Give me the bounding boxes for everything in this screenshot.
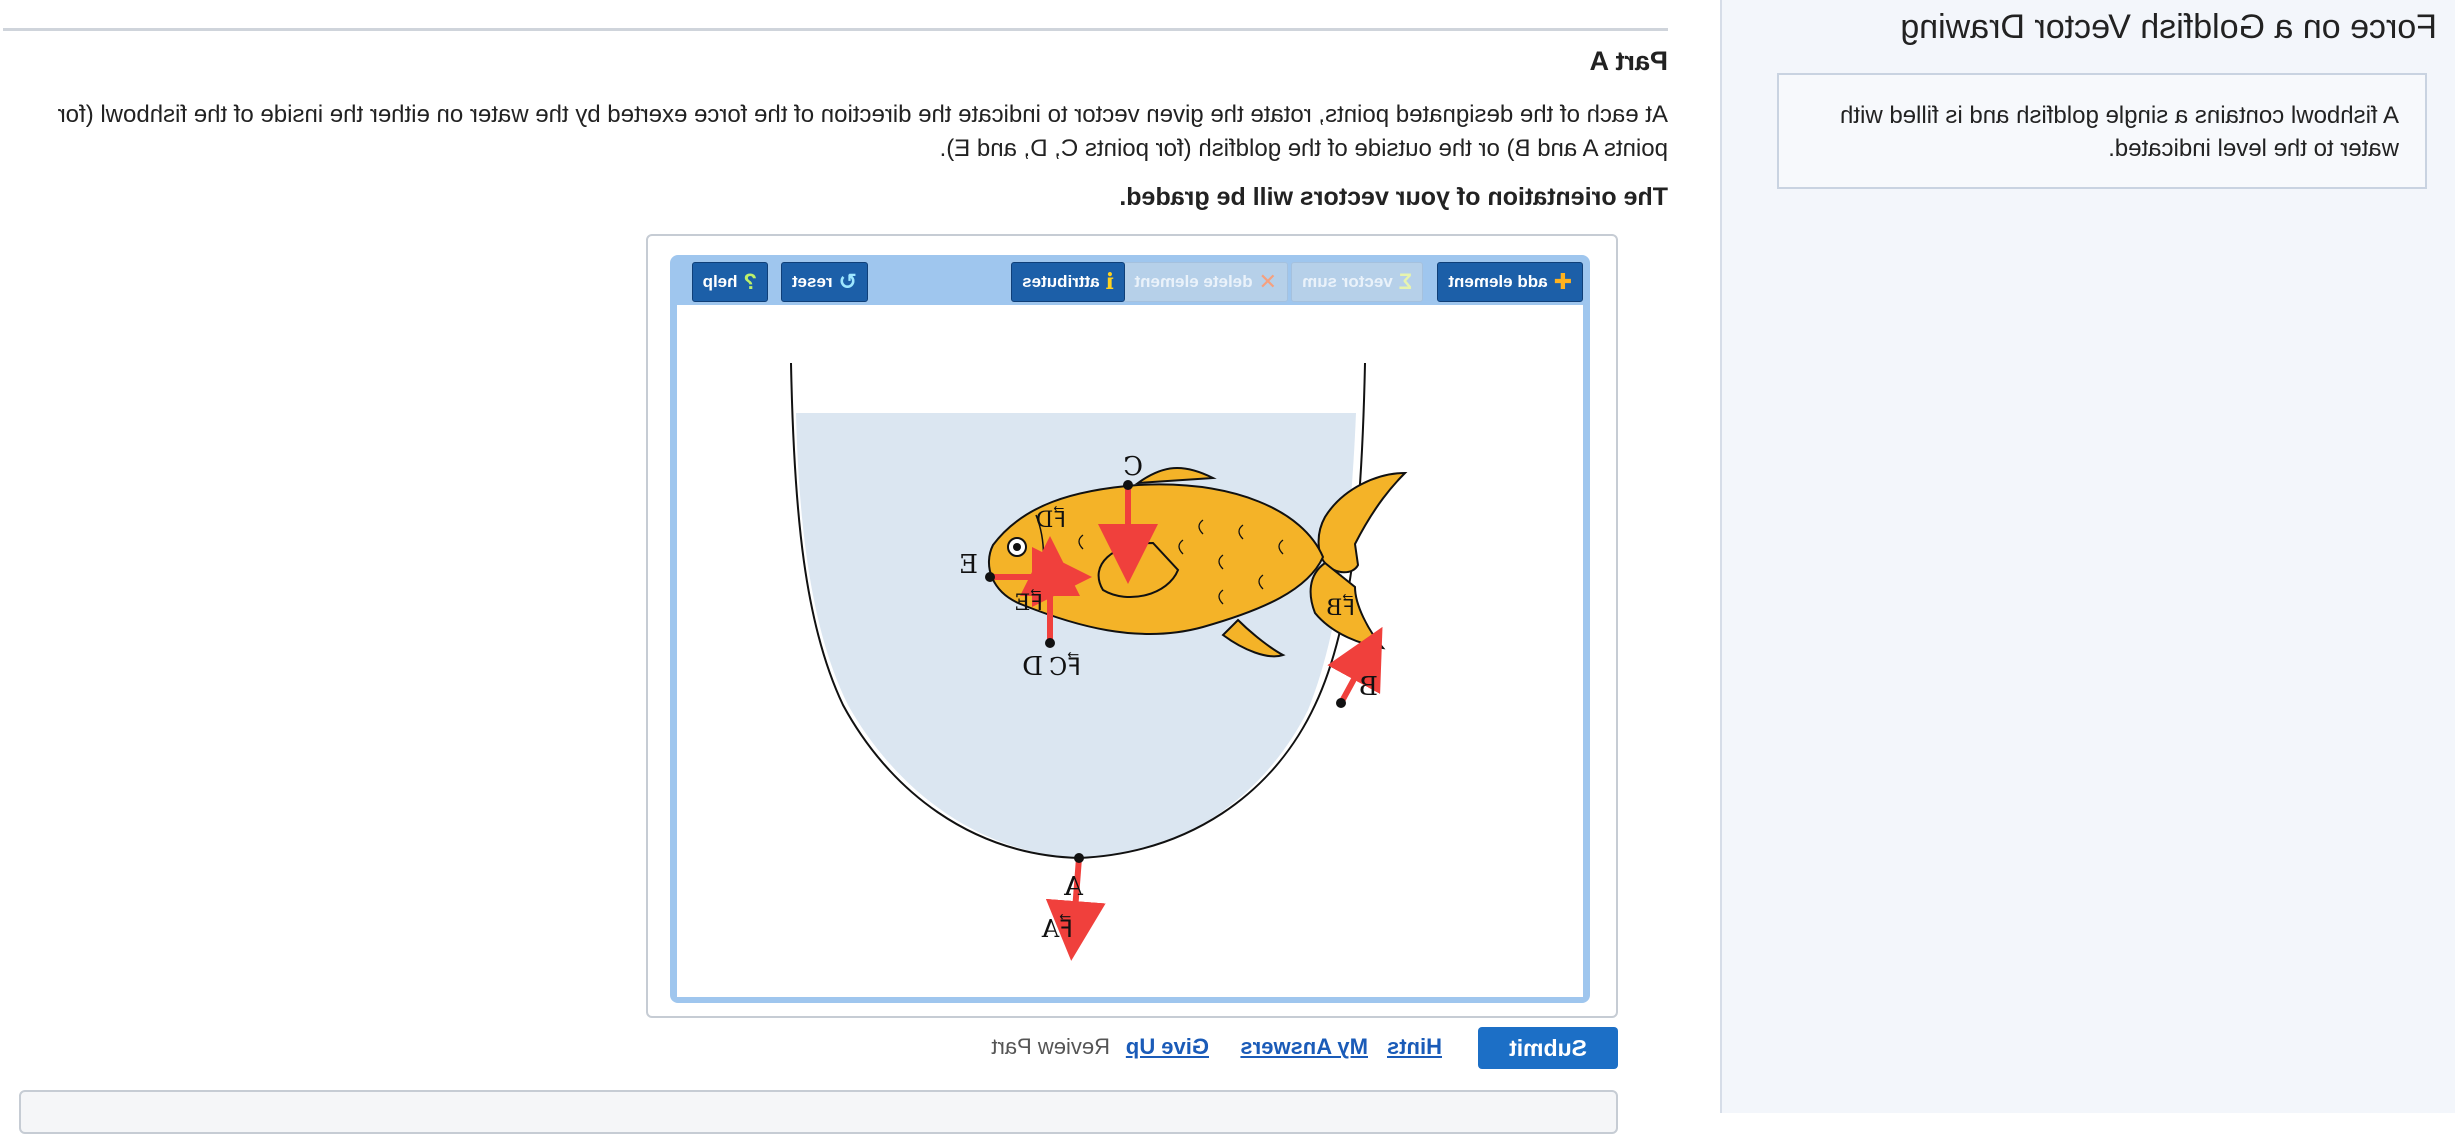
point-d[interactable] — [1045, 638, 1055, 648]
instructions-text: At each of the designated points, rotate the given vector to indicate the direction of the force exerted by the water on either the inside of the fishbowl (for points A and B) or the outside of the goldfish (for points C, D, and E). — [57, 101, 1668, 162]
point-e[interactable] — [985, 572, 995, 582]
reset-icon: ↻ — [838, 269, 857, 294]
label-a: A — [1064, 872, 1083, 902]
question-icon: ? — [743, 269, 757, 294]
point-b[interactable] — [1336, 698, 1346, 708]
info-icon: i — [1105, 269, 1114, 295]
give-up-link[interactable]: Give Up — [1125, 1034, 1209, 1059]
label-fb: F⃗B — [1326, 596, 1355, 621]
label-fc: F⃗C — [1048, 653, 1081, 681]
problem-intro: A fishbowl contains a single goldfish and is filled with water to the level indicated. — [1777, 73, 2427, 189]
feedback-panel — [19, 1090, 1618, 1134]
delete-element-button[interactable]: ✕ delete element — [1123, 262, 1288, 302]
point-a[interactable] — [1074, 853, 1084, 863]
plus-icon: ✚ — [1553, 269, 1572, 294]
label-fe: F⃗E — [1014, 591, 1043, 616]
label-c: C — [1123, 452, 1143, 482]
label-fa: F⃗A — [1041, 915, 1073, 943]
sigma-icon: Σ — [1398, 269, 1412, 294]
hints-link[interactable]: Hints — [1387, 1034, 1442, 1059]
help-button[interactable]: ? help — [692, 262, 768, 302]
my-answers-link[interactable]: My Answers — [1240, 1034, 1368, 1059]
vector-sum-button[interactable]: Σ vector sum — [1291, 262, 1423, 302]
part-title: Part A — [1589, 46, 1668, 76]
attributes-button[interactable]: i attributes — [1011, 262, 1125, 302]
reset-button[interactable]: ↻ reset — [781, 262, 868, 302]
divider — [3, 28, 1668, 31]
water-region — [796, 413, 1356, 858]
label-e: E — [959, 550, 978, 580]
label-b: B — [1358, 672, 1378, 702]
review-part-link[interactable]: Review Part — [991, 1034, 1110, 1059]
fishbowl-diagram — [677, 305, 1583, 997]
label-fd: F⃗D — [1035, 508, 1066, 533]
problem-title: Force on a Goldfish Vector Drawing — [1900, 8, 2437, 46]
submit-button[interactable]: Submit — [1478, 1027, 1618, 1069]
x-icon: ✕ — [1258, 269, 1277, 294]
label-d: D — [1022, 652, 1043, 682]
add-element-button[interactable]: ✚ add element — [1437, 262, 1583, 302]
graded-note: The orientation of your vectors will be graded. — [1119, 183, 1668, 211]
